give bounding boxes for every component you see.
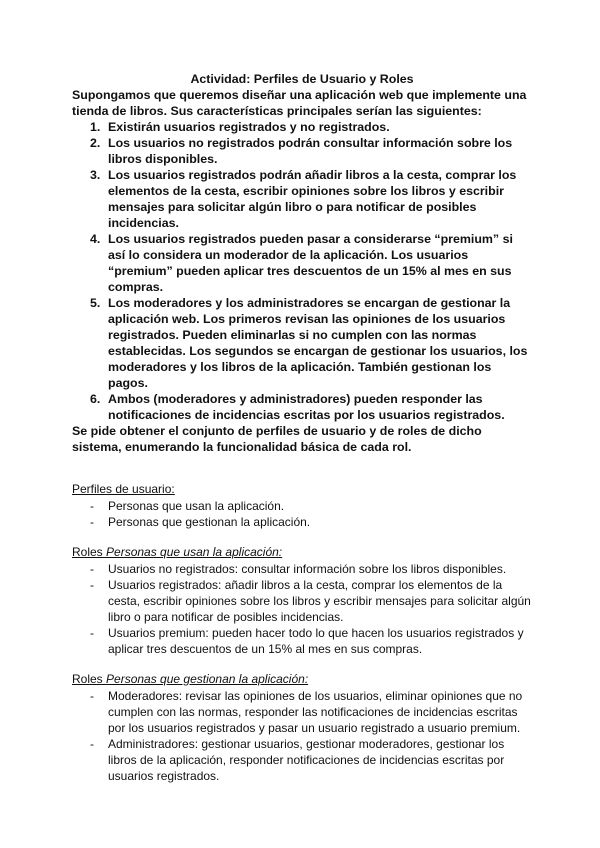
task-paragraph: Se pide obtener el conjunto de perfiles de usuario y de roles de dicho sistema, enumerando la funcionalidad básica de cada rol. bbox=[72, 424, 482, 454]
list-item-text: Usuarios premium: pueden hacer todo lo que hacen los usuarios registrados y aplicar tres descuentos de un 15% al mes en sus compras. bbox=[108, 626, 524, 656]
list-item bbox=[72, 736, 532, 784]
dash-bullet: - bbox=[90, 737, 94, 751]
list-item bbox=[72, 498, 532, 514]
list-number: 5. bbox=[90, 296, 101, 310]
user-roles-section bbox=[72, 544, 532, 657]
dash-bullet: - bbox=[90, 562, 94, 576]
dash-bullet: - bbox=[90, 689, 94, 703]
requirement-item bbox=[72, 119, 532, 135]
profiles-heading: Perfiles de usuario: bbox=[72, 482, 175, 496]
heading-prefix: Roles bbox=[72, 672, 107, 686]
list-item-text: Usuarios registrados: añadir libros a la cesta, comprar los elementos de la cesta, escribir opiniones sobre los libros y escribir mensajes para solicitar algún libro o para notificar de posibles incidencias. bbox=[108, 578, 531, 624]
list-number: 6. bbox=[90, 392, 101, 406]
heading-italic: Personas que gestionan la aplicación: bbox=[106, 672, 309, 686]
list-item bbox=[72, 561, 532, 577]
requirement-item bbox=[72, 391, 532, 423]
manager-roles-section bbox=[72, 671, 532, 784]
requirement-item bbox=[72, 135, 532, 167]
requirement-text: Los moderadores y los administradores se encargan de gestionar la aplicación web. Los primeros revisan las opiniones de los usuarios registrados. Pueden eliminarlas si no cumplen con las normas establecidas. Los segundos se encargan de gestionar los usuarios, los moderadores y los libros de la aplicación. También gestionan los pagos. bbox=[108, 296, 528, 390]
list-number: 2. bbox=[90, 136, 101, 150]
requirement-text: Los usuarios no registrados podrán consultar información sobre los libros disponibles. bbox=[108, 136, 513, 166]
list-number: 4. bbox=[90, 232, 101, 246]
list-item-text: Moderadores: revisar las opiniones de los usuarios, eliminar opiniones que no cumplen con las normas, responder las notificaciones de incidencias escritas por los usuarios registrados y pasar un usuario registrado a usuario premium. bbox=[108, 689, 523, 735]
list-item bbox=[72, 625, 532, 657]
list-number: 3. bbox=[90, 168, 101, 182]
dash-bullet: - bbox=[90, 499, 94, 513]
list-item bbox=[72, 577, 532, 625]
requirements-list bbox=[72, 119, 532, 423]
list-item-text: Personas que gestionan la aplicación. bbox=[108, 515, 311, 529]
dash-bullet: - bbox=[90, 515, 94, 529]
list-number: 1. bbox=[90, 120, 101, 134]
list-item bbox=[72, 688, 532, 736]
exercise-statement bbox=[72, 87, 532, 455]
requirement-text: Existirán usuarios registrados y no registrados. bbox=[108, 120, 390, 134]
dash-bullet: - bbox=[90, 626, 94, 640]
requirement-text: Ambos (moderadores y administradores) pueden responder las notificaciones de incidencias escritas por los usuarios registrados. bbox=[108, 392, 505, 422]
manager-roles-list bbox=[72, 688, 532, 784]
dash-bullet: - bbox=[90, 578, 94, 592]
heading-italic: Personas que usan la aplicación: bbox=[106, 545, 283, 559]
manager-roles-heading bbox=[72, 671, 532, 687]
requirement-text: Los usuarios registrados pueden pasar a considerarse “premium” si así lo considera un moderador de la aplicación. Los usuarios “premium” pueden aplicar tres descuentos de un 15% al mes en sus compras. bbox=[108, 232, 513, 294]
intro-paragraph: Supongamos que queremos diseñar una aplicación web que implemente una tienda de libros. Sus características principales serían las siguientes: bbox=[72, 88, 527, 118]
user-roles-list bbox=[72, 561, 532, 657]
document-body bbox=[72, 71, 532, 784]
list-item bbox=[72, 514, 532, 530]
user-roles-heading bbox=[72, 544, 532, 560]
heading-prefix: Roles bbox=[72, 545, 107, 559]
requirement-item bbox=[72, 167, 532, 231]
profiles-section bbox=[72, 481, 532, 530]
profiles-list bbox=[72, 498, 532, 530]
requirement-item bbox=[72, 231, 532, 295]
list-item-text: Usuarios no registrados: consultar información sobre los libros disponibles. bbox=[108, 562, 507, 576]
document-title: Actividad: Perfiles de Usuario y Roles bbox=[190, 72, 414, 86]
list-item-text: Administradores: gestionar usuarios, gestionar moderadores, gestionar los libros de la aplicación, responder notificaciones de incidencias escritas por usuarios registrados. bbox=[108, 737, 505, 783]
requirement-item bbox=[72, 295, 532, 391]
requirement-text: Los usuarios registrados podrán añadir libros a la cesta, comprar los elementos de la cesta, escribir opiniones sobre los libros y escribir mensajes para solicitar algún libro o para notificar de posibles incidencias. bbox=[108, 168, 517, 230]
list-item-text: Personas que usan la aplicación. bbox=[108, 499, 285, 513]
